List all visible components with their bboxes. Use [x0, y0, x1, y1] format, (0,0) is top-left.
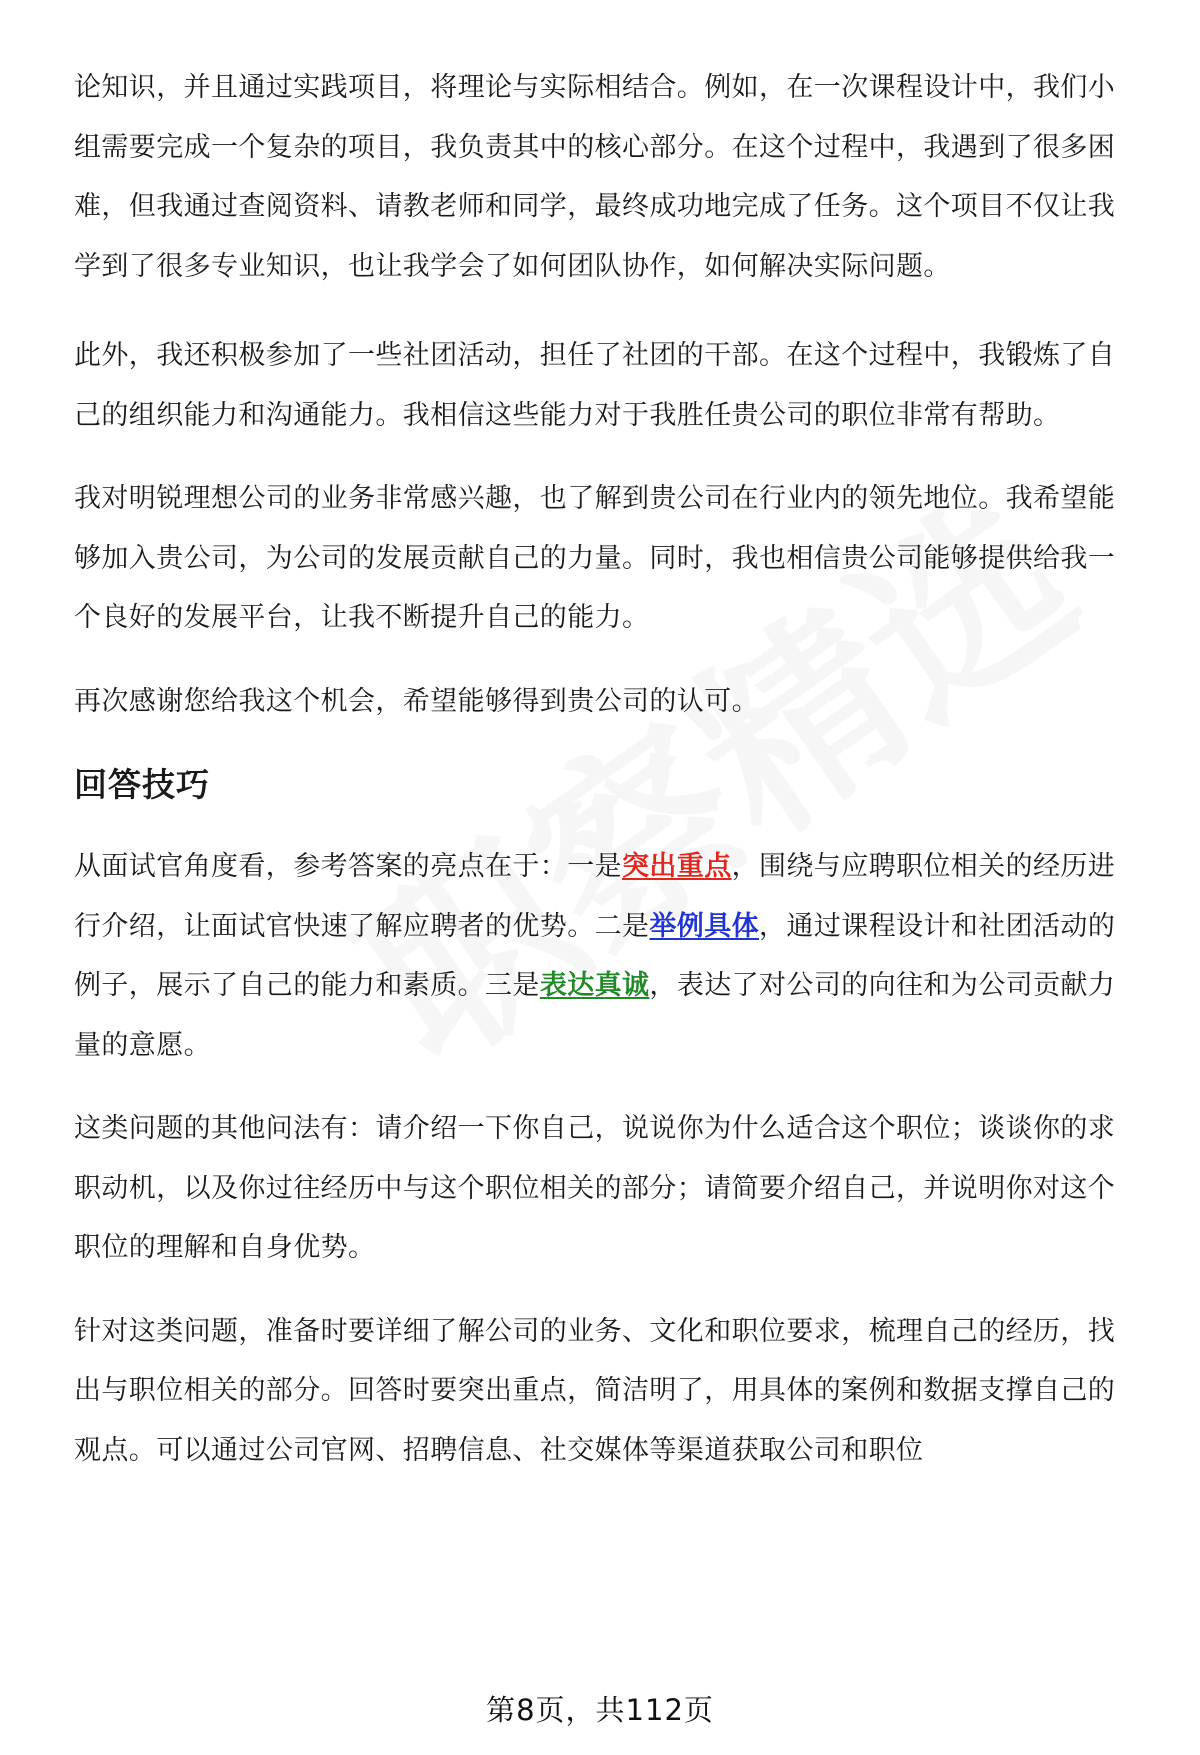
highlight-specific-example: 举例具体 [649, 910, 760, 942]
document-body [74, 58, 1142, 1504]
highlight-key-point: 突出重点 [622, 851, 732, 882]
tips-text-3: ，通过课程设计和社团活动的例子，展示了自己的能力和素质。三是 [74, 910, 1116, 1001]
tips-text-2: ，围绕与应聘职位相关的经历进行介绍，让面试官快速了解应聘者的优势。二是 [74, 851, 1116, 942]
highlight-sincere-expression: 表达真诚 [539, 970, 650, 1001]
page-number-footer: 第8页，共112页 [486, 1693, 714, 1727]
tips-text-4: ，表达了对公司的向往和为公司贡献力量的意愿。 [74, 970, 1116, 1061]
paragraph-preparation-advice: 针对这类问题，准备时要详细了解公司的业务、文化和职位要求，梳理自己的经历，找出与职位相关的部分。回答时要突出重点，简洁明了，用具体的案例和数据支撑自己的观点。可以通过公司官网、招聘信息、社交媒体等渠道获取公司和职位 [74, 1315, 1116, 1466]
section-heading-answer-tips: 回答技巧 [74, 765, 210, 804]
paragraph-tips-highlights [74, 837, 1142, 1075]
paragraph-company-interest: 我对明锐理想公司的业务非常感兴趣，也了解到贵公司在行业内的领先地位。我希望能够加入贵公司，为公司的发展贡献自己的力量。同时，我也相信贵公司能够提供给我一个良好的发展平台，让我不断提升自己的能力。 [74, 483, 1116, 633]
paragraph-project-experience: 论知识，并且通过实践项目，将理论与实际相结合。例如，在一次课程设计中，我们小组需要完成一个复杂的项目，我负责其中的核心部分。在这个过程中，我遇到了很多困难，但我通过查阅资料、请教老师和同学，最终成功地完成了任务。这个项目不仅让我学到了很多专业知识，也让我学会了如何团队协作，如何解决实际问题。 [74, 72, 1116, 282]
paragraph-club-activities: 此外，我还积极参加了一些社团活动，担任了社团的干部。在这个过程中，我锻炼了自己的组织能力和沟通能力。我相信这些能力对于我胜任贵公司的职位非常有帮助。 [74, 340, 1116, 431]
tips-text-1: 从面试官角度看，参考答案的亮点在于：一是 [74, 851, 622, 882]
paragraph-thanks: 再次感谢您给我这个机会，希望能够得到贵公司的认可。 [74, 685, 759, 717]
paragraph-other-questions: 这类问题的其他问法有：请介绍一下你自己，说说你为什么适合这个职位；谈谈你的求职动机，以及你过往经历中与这个职位相关的部分；请简要介绍自己，并说明你对这个职位的理解和自身优势。 [74, 1113, 1116, 1263]
